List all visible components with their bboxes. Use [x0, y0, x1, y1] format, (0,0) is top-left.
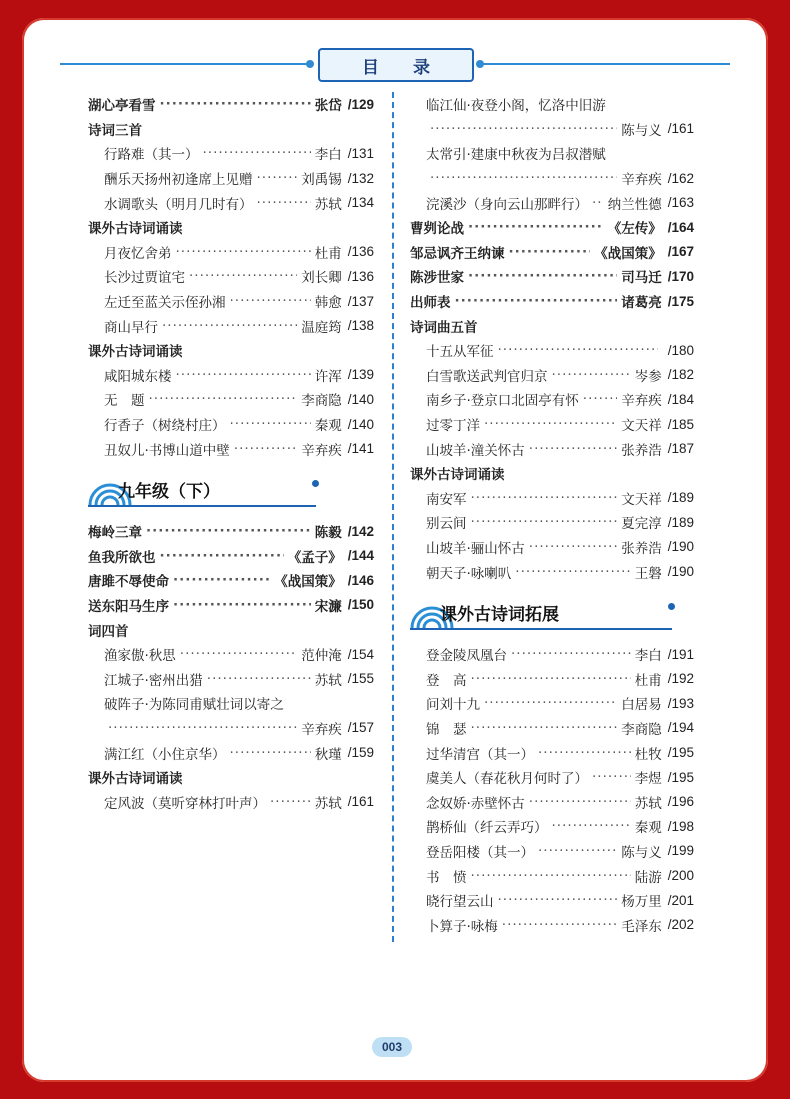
- entry-author: 《孟子》: [287, 549, 342, 566]
- entry-page: /137: [347, 293, 374, 309]
- leader-dots: [257, 195, 311, 211]
- toc-entry[interactable]: [410, 190, 694, 215]
- entry-page: /142: [347, 523, 374, 539]
- leader-dots: [146, 523, 311, 539]
- leader-dots: [471, 868, 631, 884]
- entry-title: 陈涉世家: [410, 270, 464, 287]
- entry-page: /193: [667, 695, 694, 711]
- entry-page: /187: [667, 441, 694, 457]
- entry-page: /129: [347, 96, 374, 112]
- entry-page: /199: [667, 843, 694, 859]
- toc-entry[interactable]: [88, 289, 374, 314]
- toc-entry[interactable]: [410, 240, 694, 265]
- entry-page: /138: [347, 318, 374, 334]
- leader-dots: [484, 695, 617, 711]
- entry-author: 秦观: [314, 418, 342, 435]
- entry-page: /175: [667, 293, 694, 309]
- entry-title: 行香子（树绕村庄）: [104, 418, 226, 435]
- entry-title: 南安军: [426, 491, 467, 508]
- entry-author: 《左传》: [607, 221, 662, 238]
- entry-title: 课外古诗词诵读: [88, 771, 183, 788]
- right-entries-top: [410, 92, 694, 584]
- entry-author: 辛弃疾: [301, 442, 342, 459]
- entry-author: 张岱: [314, 98, 342, 115]
- entry-title: 鹊桥仙（纤云弄巧）: [426, 820, 548, 837]
- banner-underline: [410, 628, 672, 630]
- toc-entry[interactable]: [88, 215, 374, 240]
- leader-dots: [162, 318, 297, 334]
- leader-dots: [529, 539, 617, 555]
- entry-page: /196: [667, 794, 694, 810]
- entry-page: /184: [667, 391, 694, 407]
- entry-page: /185: [667, 416, 694, 432]
- toc-entry[interactable]: [410, 814, 694, 839]
- entry-author: 文天祥: [621, 418, 662, 435]
- entry-title: 词四首: [88, 623, 129, 640]
- toc-entry[interactable]: [88, 387, 374, 412]
- leader-dots: [529, 794, 631, 810]
- leader-dots: [173, 597, 311, 613]
- entry-author: 纳兰性德: [607, 196, 662, 213]
- entry-title: 曹刿论战: [410, 221, 464, 238]
- entry-page: /161: [667, 121, 694, 137]
- entry-title: 无 题: [104, 393, 145, 410]
- leader-dots: [207, 671, 311, 687]
- toc-entry[interactable]: [88, 789, 374, 814]
- entry-page: /200: [667, 868, 694, 884]
- entry-page: /131: [347, 145, 374, 161]
- leader-dots: [108, 720, 297, 736]
- toc-entry[interactable]: [410, 486, 694, 511]
- toc-entry[interactable]: [410, 363, 694, 388]
- leader-dots: [270, 794, 311, 810]
- toc-entry[interactable]: [410, 412, 694, 437]
- toc-entry[interactable]: [410, 510, 694, 535]
- toc-header: [60, 48, 730, 78]
- toc-entry[interactable]: [410, 313, 694, 338]
- entry-title: 登岳阳楼（其一）: [426, 844, 534, 861]
- leader-dots: [498, 892, 618, 908]
- entry-page: /140: [347, 416, 374, 432]
- banner-dot: [312, 480, 319, 487]
- entry-title: 邹忌讽齐王纳谏: [410, 245, 505, 262]
- entry-title: 别云间: [426, 516, 467, 533]
- toc-entry[interactable]: [88, 716, 374, 741]
- entry-title: 诗词三首: [88, 122, 142, 139]
- entry-page: /136: [347, 268, 374, 284]
- entry-title: 过华清宫（其一）: [426, 746, 534, 763]
- entry-author: 苏轼: [634, 795, 662, 812]
- entry-title: 南乡子·登京口北固亭有怀: [426, 393, 579, 410]
- entry-author: 苏轼: [314, 672, 342, 689]
- leader-dots: [471, 514, 618, 530]
- leader-dots: [552, 367, 631, 383]
- entry-title: 虞美人（春花秋月何时了）: [426, 771, 588, 788]
- entry-author: 《战国策》: [274, 574, 342, 591]
- toc-entry[interactable]: [410, 215, 694, 240]
- leader-dots: [502, 917, 617, 933]
- entry-title: 山坡羊·骊山怀古: [426, 540, 525, 557]
- entry-title: 出师表: [410, 295, 451, 312]
- toc-entry[interactable]: [88, 264, 374, 289]
- header-dot-left: [306, 60, 314, 68]
- entry-author: 李白: [634, 648, 662, 665]
- toc-entry[interactable]: [88, 642, 374, 667]
- entry-title: 江城子·密州出猎: [104, 672, 203, 689]
- entry-title: 破阵子·为陈同甫赋壮词以寄之: [104, 697, 284, 714]
- right-column: [410, 92, 694, 937]
- entry-author: 刘禹锡: [301, 172, 342, 189]
- entry-page: /167: [667, 244, 694, 260]
- toc-title-box: [318, 48, 474, 82]
- entry-page: /195: [667, 745, 694, 761]
- leader-dots: [160, 96, 311, 112]
- entry-author: 秋瑾: [314, 746, 342, 763]
- entry-author: 秦观: [634, 820, 662, 837]
- entry-page: /198: [667, 818, 694, 834]
- entry-title: 唐雎不辱使命: [88, 574, 169, 591]
- entry-page: /150: [347, 597, 374, 613]
- entry-title: 登 高: [426, 672, 467, 689]
- entry-page: /180: [667, 342, 694, 358]
- toc-entry[interactable]: [88, 765, 374, 790]
- entry-title: 左迁至蓝关示侄孙湘: [104, 295, 226, 312]
- entry-author: 杜甫: [314, 245, 342, 262]
- leader-dots: [552, 818, 631, 834]
- toc-entry[interactable]: [88, 568, 374, 593]
- entry-title: 水调歌头（明月几时有）: [104, 196, 253, 213]
- toc-entry[interactable]: [88, 240, 374, 265]
- banner-title: 九年级（下）: [118, 481, 220, 502]
- entry-author: 李商隐: [301, 393, 342, 410]
- toc-entry[interactable]: [410, 912, 694, 937]
- entry-author: 文天祥: [621, 491, 662, 508]
- entry-title: 登金陵凤凰台: [426, 648, 507, 665]
- banner-dot: [668, 603, 675, 610]
- entry-author: 岑参: [634, 368, 662, 385]
- entry-page: /195: [667, 769, 694, 785]
- toc-entry[interactable]: [88, 338, 374, 363]
- entry-author: 张养浩: [621, 540, 662, 557]
- entry-page: /161: [347, 794, 374, 810]
- banner-title: 课外古诗词拓展: [440, 604, 559, 625]
- entry-title: 临江仙·夜登小阁，忆洛中旧游: [426, 98, 606, 115]
- entry-author: 杜牧: [634, 746, 662, 763]
- leader-dots: [430, 170, 617, 186]
- entry-title: 晓行望云山: [426, 894, 494, 911]
- toc-entry[interactable]: [88, 117, 374, 142]
- toc-entry[interactable]: [88, 593, 374, 618]
- entry-author: 司马迁: [621, 270, 662, 287]
- toc-entry[interactable]: [410, 666, 694, 691]
- leader-dots: [511, 646, 631, 662]
- entry-title: 浣溪沙（身向云山那畔行）: [426, 196, 588, 213]
- entry-author: 陈与义: [621, 844, 662, 861]
- entry-author: 夏完淳: [621, 516, 662, 533]
- toc-entry[interactable]: [88, 190, 374, 215]
- entry-title: 月夜忆舍弟: [104, 245, 172, 262]
- toc-entry[interactable]: [410, 559, 694, 584]
- entry-author: 李煜: [634, 771, 662, 788]
- leader-dots: [455, 293, 618, 309]
- toc-entry[interactable]: [410, 166, 694, 191]
- entry-author: 李商隐: [621, 721, 662, 738]
- entry-author: 诸葛亮: [621, 295, 662, 312]
- toc-entry[interactable]: [88, 740, 374, 765]
- entry-page: /136: [347, 244, 374, 260]
- toc-entry[interactable]: [88, 617, 374, 642]
- entry-author: 王磐: [634, 565, 662, 582]
- leader-dots: [230, 745, 311, 761]
- entry-author: 刘长卿: [301, 270, 342, 287]
- entry-author: 苏轼: [314, 196, 342, 213]
- toc-entry[interactable]: [410, 642, 694, 667]
- entry-author: 陈毅: [314, 525, 342, 542]
- leader-dots: [529, 441, 617, 457]
- entry-page: /192: [667, 671, 694, 687]
- entry-author: 陆游: [634, 869, 662, 886]
- entry-author: 李白: [314, 147, 342, 164]
- entry-page: /194: [667, 720, 694, 736]
- header-line-left: [60, 63, 312, 65]
- entry-author: 陈与义: [621, 122, 662, 139]
- left-entries-bottom: [88, 519, 374, 814]
- leader-dots: [484, 416, 617, 432]
- entry-page: /190: [667, 564, 694, 580]
- toc-entry[interactable]: [410, 141, 694, 166]
- toc-entry[interactable]: [88, 363, 374, 388]
- entry-title: 行路难（其一）: [104, 147, 199, 164]
- entry-page: /163: [667, 195, 694, 211]
- entry-page: /154: [347, 646, 374, 662]
- leader-dots: [583, 391, 617, 407]
- entry-page: /155: [347, 671, 374, 687]
- toc-entry[interactable]: [410, 765, 694, 790]
- left-entries-top: [88, 92, 374, 461]
- entry-title: 课外古诗词诵读: [88, 344, 183, 361]
- section-banner-extension: [410, 596, 694, 636]
- entry-page: /159: [347, 745, 374, 761]
- leader-dots: [173, 572, 270, 588]
- leader-dots: [430, 121, 617, 137]
- entry-title: 诗词曲五首: [410, 319, 478, 336]
- entry-author: 辛弃疾: [301, 721, 342, 738]
- leader-dots: [176, 244, 311, 260]
- toc-entry[interactable]: [410, 888, 694, 913]
- entry-page: /141: [347, 441, 374, 457]
- toc-entry[interactable]: [88, 691, 374, 716]
- toc-entry[interactable]: [88, 412, 374, 437]
- entry-author: 杨万里: [621, 894, 662, 911]
- entry-page: /134: [347, 195, 374, 211]
- toc-entry[interactable]: [410, 289, 694, 314]
- leader-dots: [468, 268, 617, 284]
- entry-title: 长沙过贾谊宅: [104, 270, 185, 287]
- entry-page: /182: [667, 367, 694, 383]
- section-banner-grade9-down: [88, 473, 374, 513]
- toc-entry[interactable]: [410, 117, 694, 142]
- toc-entry[interactable]: [88, 544, 374, 569]
- toc-entry[interactable]: [88, 313, 374, 338]
- entry-title: 梅岭三章: [88, 525, 142, 542]
- entry-title: 白雪歌送武判官归京: [426, 368, 548, 385]
- page-number: 003: [372, 1037, 412, 1057]
- leader-dots: [160, 548, 284, 564]
- entry-author: 辛弃疾: [621, 172, 662, 189]
- leader-dots: [515, 564, 630, 580]
- toc-entry[interactable]: [88, 519, 374, 544]
- banner-underline: [88, 505, 316, 507]
- entry-title: 锦 瑟: [426, 721, 467, 738]
- leader-dots: [257, 170, 298, 186]
- entry-title: 问刘十九: [426, 697, 480, 714]
- leader-dots: [538, 843, 617, 859]
- leader-dots: [230, 416, 311, 432]
- leader-dots: [189, 268, 297, 284]
- entry-author: 辛弃疾: [621, 393, 662, 410]
- leader-dots: [592, 769, 631, 785]
- entry-page: /164: [667, 219, 694, 235]
- entry-author: 苏轼: [314, 795, 342, 812]
- toc-entry[interactable]: [410, 535, 694, 560]
- entry-title: 课外古诗词诵读: [88, 221, 183, 238]
- leader-dots: [230, 293, 311, 309]
- entry-page: /201: [667, 892, 694, 908]
- leader-dots: [538, 745, 631, 761]
- toc-entry[interactable]: [410, 839, 694, 864]
- entry-page: /191: [667, 646, 694, 662]
- entry-page: /170: [667, 268, 694, 284]
- right-entries-bottom: [410, 642, 694, 937]
- entry-author: 范仲淹: [301, 648, 342, 665]
- entry-author: 杜甫: [634, 672, 662, 689]
- entry-author: 《战国策》: [594, 245, 662, 262]
- entry-title: 念奴娇·赤壁怀古: [426, 795, 525, 812]
- toc-entry[interactable]: [88, 166, 374, 191]
- entry-page: /190: [667, 539, 694, 555]
- column-divider: [392, 92, 394, 942]
- entry-page: /146: [347, 572, 374, 588]
- leader-dots: [509, 244, 591, 260]
- leader-dots: [498, 342, 658, 358]
- leader-dots: [176, 367, 311, 383]
- toc-entry[interactable]: [410, 691, 694, 716]
- entry-title: 卜算子·咏梅: [426, 918, 498, 935]
- entry-page: /144: [347, 548, 374, 564]
- toc-entry[interactable]: [410, 789, 694, 814]
- entry-title: 湖心亭看雪: [88, 98, 156, 115]
- entry-author: 毛泽东: [621, 918, 662, 935]
- left-column: [88, 92, 374, 814]
- entry-title: 送东阳马生序: [88, 598, 169, 615]
- toc-entry[interactable]: [410, 338, 694, 363]
- entry-page: /140: [347, 391, 374, 407]
- entry-author: 张养浩: [621, 442, 662, 459]
- entry-author: 韩愈: [314, 295, 342, 312]
- toc-entry[interactable]: [88, 666, 374, 691]
- leader-dots: [468, 219, 604, 235]
- entry-title: 咸阳城东楼: [104, 368, 172, 385]
- entry-author: 许浑: [314, 368, 342, 385]
- entry-title: 渔家傲·秋思: [104, 648, 176, 665]
- entry-title: 酬乐天扬州初逢席上见赠: [104, 172, 253, 189]
- entry-page: /162: [667, 170, 694, 186]
- entry-page: /202: [667, 917, 694, 933]
- entry-title: 丑奴儿·书博山道中壁: [104, 442, 230, 459]
- toc-entry[interactable]: [410, 863, 694, 888]
- entry-title: 满江红（小住京华）: [104, 746, 226, 763]
- toc-entry[interactable]: [410, 264, 694, 289]
- entry-title: 课外古诗词诵读: [410, 467, 505, 484]
- leader-dots: [471, 720, 618, 736]
- header-line-right: [478, 63, 730, 65]
- toc-entry[interactable]: [410, 387, 694, 412]
- entry-author: 白居易: [621, 697, 662, 714]
- leader-dots: [203, 145, 311, 161]
- entry-title: 书 愤: [426, 869, 467, 886]
- entry-page: /189: [667, 490, 694, 506]
- toc-entry[interactable]: [88, 141, 374, 166]
- toc-entry[interactable]: [88, 436, 374, 461]
- leader-dots: [592, 195, 604, 211]
- leader-dots: [471, 671, 631, 687]
- entry-author: 温庭筠: [301, 319, 342, 336]
- toc-title: 目 录: [362, 57, 444, 78]
- leader-dots: [234, 441, 297, 457]
- leader-dots: [471, 490, 618, 506]
- entry-page: /139: [347, 367, 374, 383]
- entry-title: 过零丁洋: [426, 418, 480, 435]
- entry-title: 鱼我所欲也: [88, 549, 156, 566]
- entry-title: 十五从军征: [426, 344, 494, 361]
- entry-title: 太常引·建康中秋夜为吕叔潜赋: [426, 147, 606, 164]
- entry-page: /132: [347, 170, 374, 186]
- entry-title: 山坡羊·潼关怀古: [426, 442, 525, 459]
- entry-page: /189: [667, 514, 694, 530]
- toc-entry[interactable]: [410, 436, 694, 461]
- toc-entry[interactable]: [410, 461, 694, 486]
- entry-title: 朝天子·咏喇叭: [426, 565, 512, 582]
- toc-entry[interactable]: [410, 92, 694, 117]
- toc-entry[interactable]: [88, 92, 374, 117]
- toc-entry[interactable]: [410, 740, 694, 765]
- entry-title: 定风波（莫听穿林打叶声）: [104, 795, 266, 812]
- leader-dots: [180, 646, 297, 662]
- entry-author: 宋濂: [314, 598, 342, 615]
- entry-title: 商山早行: [104, 319, 158, 336]
- leader-dots: [149, 391, 298, 407]
- entry-page: /157: [347, 720, 374, 736]
- toc-entry[interactable]: [410, 716, 694, 741]
